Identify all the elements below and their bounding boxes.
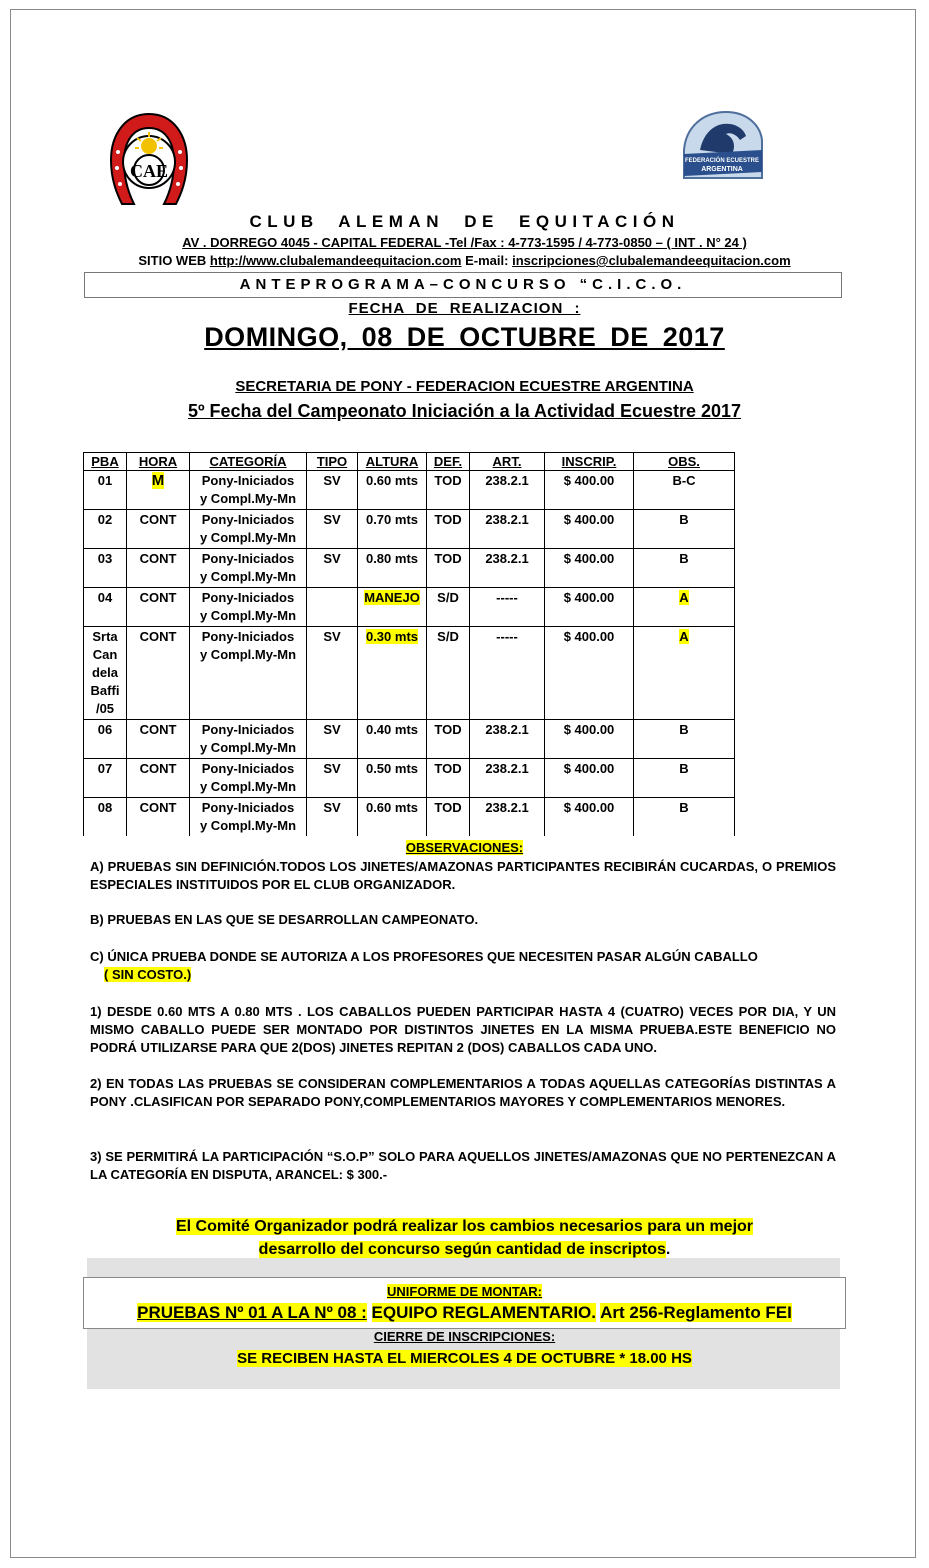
cell-altura: MANEJO <box>358 588 427 627</box>
web-link[interactable]: http://www.clubalemandeequitacion.com <box>209 253 462 268</box>
cell-hora: CONT <box>127 759 190 798</box>
cell-inscrip: $ 400.00 <box>545 720 634 759</box>
table-row <box>84 759 735 798</box>
cell-art: 238.2.1 <box>470 720 545 759</box>
cell-pba: 04 <box>84 588 127 627</box>
col-inscrip: INSCRIP. <box>545 453 634 471</box>
table-header-row <box>84 453 735 471</box>
cell-tipo: SV <box>307 549 358 588</box>
cell-tipo <box>307 588 358 627</box>
obs-1: 1) DESDE 0.60 MTS A 0.80 MTS . LOS CABALLOS PUEDEN PARTICIPAR HASTA 4 (CUATRO) VECES POR DIA, Y UN MISMO CABALLO PUEDE SER MONTADO POR DISTINTOS JINETES EN LA MISMA PRUEBA.ESTE BENEFICIO NO PODRÁ UTILIZARSE PARA QUE 2(DOS) JINETES REPITAN 2 (DOS) CABALLOS CADA UNO. <box>90 1004 836 1055</box>
cell-categoria: Pony-Iniciados y Compl.My-Mn <box>190 588 307 627</box>
cell-pba: 06 <box>84 720 127 759</box>
comite-note: El Comité Organizador podrá realizar los cambios necesarios para un mejor desarrollo del concurso según cantidad de inscriptos. <box>175 1218 754 1258</box>
table-row <box>84 627 735 720</box>
cell-pba: 08 <box>84 798 127 837</box>
club-logo <box>108 112 190 207</box>
cell-obs: B <box>634 720 735 759</box>
observaciones-title: OBSERVACIONES: <box>405 840 524 855</box>
cell-obs: B <box>634 549 735 588</box>
cell-obs: B <box>634 510 735 549</box>
cell-pba: 01 <box>84 471 127 510</box>
cell-altura: 0.60 mts <box>358 798 427 837</box>
cell-pba: 02 <box>84 510 127 549</box>
cell-def: TOD <box>427 471 470 510</box>
cell-art: 238.2.1 <box>470 759 545 798</box>
program-table <box>83 452 735 836</box>
cell-tipo: SV <box>307 627 358 720</box>
uniforme-line: PRUEBAS Nº 01 A LA Nº 08 : EQUIPO REGLAMENTARIO. Art 256-Reglamento FEI <box>137 1303 792 1322</box>
cell-art: 238.2.1 <box>470 798 545 837</box>
cell-categoria: Pony-Iniciados y Compl.My-Mn <box>190 798 307 837</box>
cell-hora: CONT <box>127 588 190 627</box>
col-altura: ALTURA <box>358 453 427 471</box>
col-art: ART. <box>470 453 545 471</box>
table-row <box>84 510 735 549</box>
club-address: AV . DORREGO 4045 - CAPITAL FEDERAL -Tel /Fax : 4-773-1595 / 4-773-0850 – ( INT . N° 24 ) <box>182 235 747 250</box>
fea-logo-line1: FEDERACIÓN ECUESTRE <box>684 158 760 164</box>
cell-tipo: SV <box>307 759 358 798</box>
cell-art: 238.2.1 <box>470 510 545 549</box>
cell-obs: A <box>634 588 735 627</box>
cell-tipo: SV <box>307 798 358 837</box>
obs-b: B) PRUEBAS EN LAS QUE SE DESARROLLAN CAMPEONATO. <box>90 912 479 927</box>
table-row <box>84 471 735 510</box>
cell-def: S/D <box>427 627 470 720</box>
cell-def: TOD <box>427 720 470 759</box>
obs-c-note: ( SIN COSTO.) <box>104 967 192 982</box>
cierre-title: CIERRE DE INSCRIPCIONES: <box>373 1329 556 1344</box>
cell-obs: B <box>634 798 735 837</box>
cell-inscrip: $ 400.00 <box>545 588 634 627</box>
fea-logo-line2: ARGENTINA <box>701 166 743 173</box>
cell-inscrip: $ 400.00 <box>545 627 634 720</box>
cell-hora: CONT <box>127 510 190 549</box>
table-row <box>84 720 735 759</box>
cell-tipo: SV <box>307 720 358 759</box>
anteprograma-title: ANTEPROGRAMA–CONCURSO “C.I.C.O. <box>239 276 687 293</box>
cell-pba: 07 <box>84 759 127 798</box>
uniforme-title: UNIFORME DE MONTAR: <box>386 1284 543 1299</box>
obs-a: A) PRUEBAS SIN DEFINICIÓN.TODOS LOS JINETES/AMAZONAS PARTICIPANTES RECIBIRÁN CUCARDAS, O PREMIOS ESPECIALES INSTITUIDOS POR EL CLUB ORGANIZADOR. <box>90 859 836 892</box>
cell-def: S/D <box>427 588 470 627</box>
col-obs: OBS. <box>634 453 735 471</box>
cell-inscrip: $ 400.00 <box>545 549 634 588</box>
web-label: SITIO WEB <box>138 253 207 268</box>
cell-pba: 03 <box>84 549 127 588</box>
club-logo-initials: CAE <box>129 161 169 181</box>
cell-hora: CONT <box>127 549 190 588</box>
cell-categoria: Pony-Iniciados y Compl.My-Mn <box>190 759 307 798</box>
email-link[interactable]: inscripciones@clubalemandeequitacion.com <box>512 253 791 268</box>
cell-categoria: Pony-Iniciados y Compl.My-Mn <box>190 627 307 720</box>
cell-altura: 0.50 mts <box>358 759 427 798</box>
cell-def: TOD <box>427 759 470 798</box>
col-def: DEF. <box>427 453 470 471</box>
cell-categoria: Pony-Iniciados y Compl.My-Mn <box>190 549 307 588</box>
cell-inscrip: $ 400.00 <box>545 759 634 798</box>
cell-categoria: Pony-Iniciados y Compl.My-Mn <box>190 510 307 549</box>
table-row <box>84 549 735 588</box>
fea-logo <box>680 110 764 185</box>
col-hora: HORA <box>127 453 190 471</box>
cell-obs: B-C <box>634 471 735 510</box>
secretaria-line: SECRETARIA DE PONY - FEDERACION ECUESTRE ARGENTINA <box>235 378 694 395</box>
cell-altura: 0.40 mts <box>358 720 427 759</box>
cell-pba: Srta Can dela Baffi /05 <box>84 627 127 720</box>
cell-art: ----- <box>470 588 545 627</box>
cell-inscrip: $ 400.00 <box>545 471 634 510</box>
cell-art: ----- <box>470 627 545 720</box>
cell-art: 238.2.1 <box>470 549 545 588</box>
email-label: E-mail: <box>465 253 509 268</box>
col-tipo: TIPO <box>307 453 358 471</box>
cell-categoria: Pony-Iniciados y Compl.My-Mn <box>190 471 307 510</box>
table-row <box>84 588 735 627</box>
cell-tipo: SV <box>307 471 358 510</box>
fecha-label: FECHA DE REALIZACION : <box>348 300 581 317</box>
col-categoria: CATEGORÍA <box>190 453 307 471</box>
campeonato-line: 5º Fecha del Campeonato Iniciación a la Actividad Ecuestre 2017 <box>187 401 742 421</box>
cell-hora: CONT <box>127 627 190 720</box>
cell-inscrip: $ 400.00 <box>545 798 634 837</box>
cell-altura: 0.70 mts <box>358 510 427 549</box>
cell-art: 238.2.1 <box>470 471 545 510</box>
cell-obs: B <box>634 759 735 798</box>
col-pba: PBA <box>84 453 127 471</box>
table-row <box>84 798 735 837</box>
cell-inscrip: $ 400.00 <box>545 510 634 549</box>
obs-3: 3) SE PERMITIRÁ LA PARTICIPACIÓN “S.O.P” SOLO PARA AQUELLOS JINETES/AMAZONAS QUE NO PERTENEZCAN A LA CATEGORÍA EN DISPUTA, ARANCEL: $ 300.- <box>90 1149 836 1182</box>
cell-def: TOD <box>427 549 470 588</box>
cell-tipo: SV <box>307 510 358 549</box>
cierre-text: SE RECIBEN HASTA EL MIERCOLES 4 DE OCTUBRE * 18.00 HS <box>237 1350 692 1367</box>
obs-c: C) ÚNICA PRUEBA DONDE SE AUTORIZA A LOS PROFESORES QUE NECESITEN PASAR ALGÚN CABALLO ( SIN COSTO.) <box>90 949 758 982</box>
cell-hora: CONT <box>127 798 190 837</box>
cell-def: TOD <box>427 510 470 549</box>
club-name: CLUB ALEMAN DE EQUITACIÓN <box>249 212 680 231</box>
anteprograma-box <box>84 272 842 298</box>
cell-hora: CONT <box>127 720 190 759</box>
cell-altura: 0.60 mts <box>358 471 427 510</box>
cell-altura: 0.80 mts <box>358 549 427 588</box>
web-line <box>0 253 929 268</box>
cell-altura: 0.30 mts <box>358 627 427 720</box>
cell-obs: A <box>634 627 735 720</box>
cell-def: TOD <box>427 798 470 837</box>
cell-hora: M <box>127 471 190 510</box>
obs-2: 2) EN TODAS LAS PRUEBAS SE CONSIDERAN COMPLEMENTARIOS A TODAS AQUELLAS CATEGORÍAS DISTINTAS A PONY .CLASIFICAN POR SEPARADO PONY,COMPLEMENTARIOS MAYORES Y COMPLEMENTARIOS MENORES. <box>90 1076 836 1109</box>
event-date: DOMINGO, 08 DE OCTUBRE DE 2017 <box>204 322 725 352</box>
cell-categoria: Pony-Iniciados y Compl.My-Mn <box>190 720 307 759</box>
